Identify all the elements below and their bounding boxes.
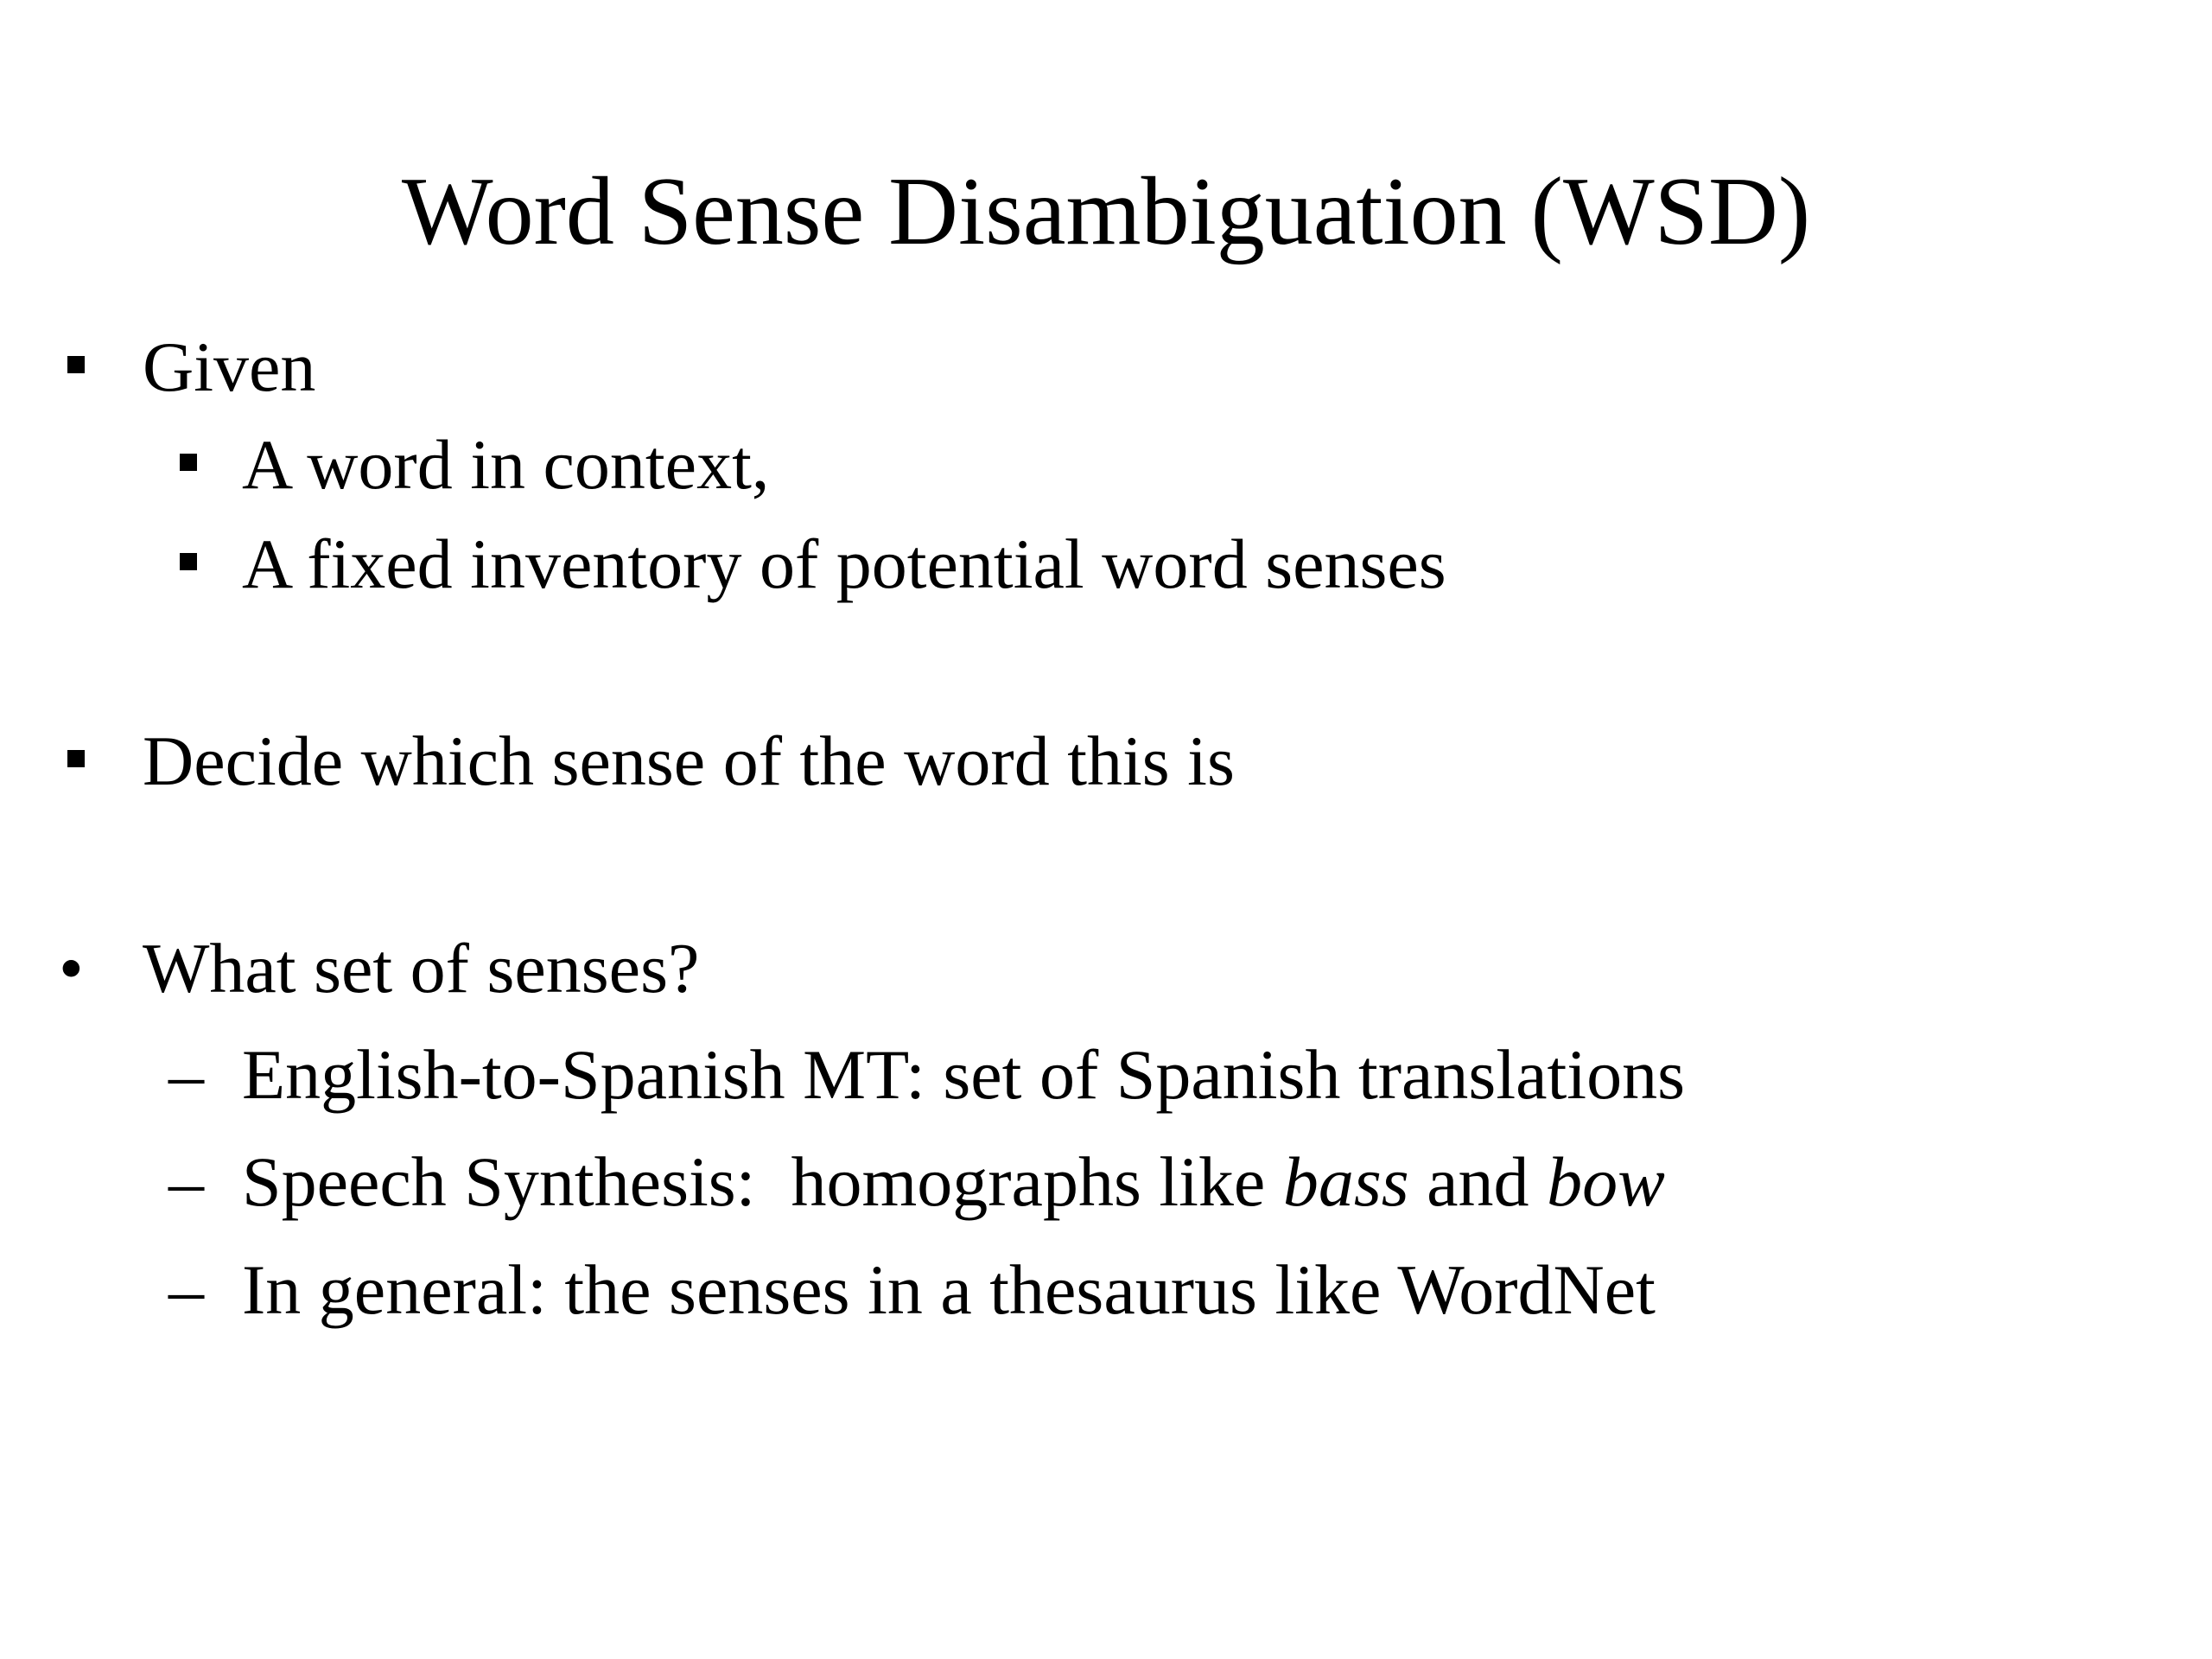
dash-bullet-icon: – xyxy=(168,1250,204,1329)
sub-bullet-mt: English-to-Spanish MT: set of Spanish translations xyxy=(242,1035,1685,1114)
conjunction-and: and xyxy=(1408,1142,1548,1221)
sub-bullet-in-general: In general: the senses in a thesaurus like WordNet xyxy=(242,1250,1656,1329)
sub-bullet-word-in-context: A word in context, xyxy=(242,425,770,504)
sub-bullet-fixed-inventory: A fixed inventory of potential word senses xyxy=(242,524,1446,603)
sub-bullet-speech-synthesis xyxy=(242,1139,1665,1225)
slide-title: Word Sense Disambiguation (WSD) xyxy=(401,158,1811,265)
round-bullet-icon: • xyxy=(59,929,84,1007)
square-bullet-icon xyxy=(180,454,197,471)
bullet-what-set: What set of senses? xyxy=(143,929,700,1007)
square-bullet-icon xyxy=(67,356,85,373)
square-bullet-icon xyxy=(67,750,85,767)
italic-word-bass: bass xyxy=(1282,1142,1409,1221)
dash-bullet-icon: – xyxy=(168,1142,204,1221)
bullet-given: Given xyxy=(143,327,316,406)
square-bullet-icon xyxy=(180,553,197,570)
dash-bullet-icon: – xyxy=(168,1035,204,1114)
speech-synthesis-text: Speech Synthesis: homographs like xyxy=(242,1142,1283,1221)
italic-word-bow: bow xyxy=(1547,1142,1665,1221)
bullet-decide: Decide which sense of the word this is xyxy=(143,721,1235,800)
